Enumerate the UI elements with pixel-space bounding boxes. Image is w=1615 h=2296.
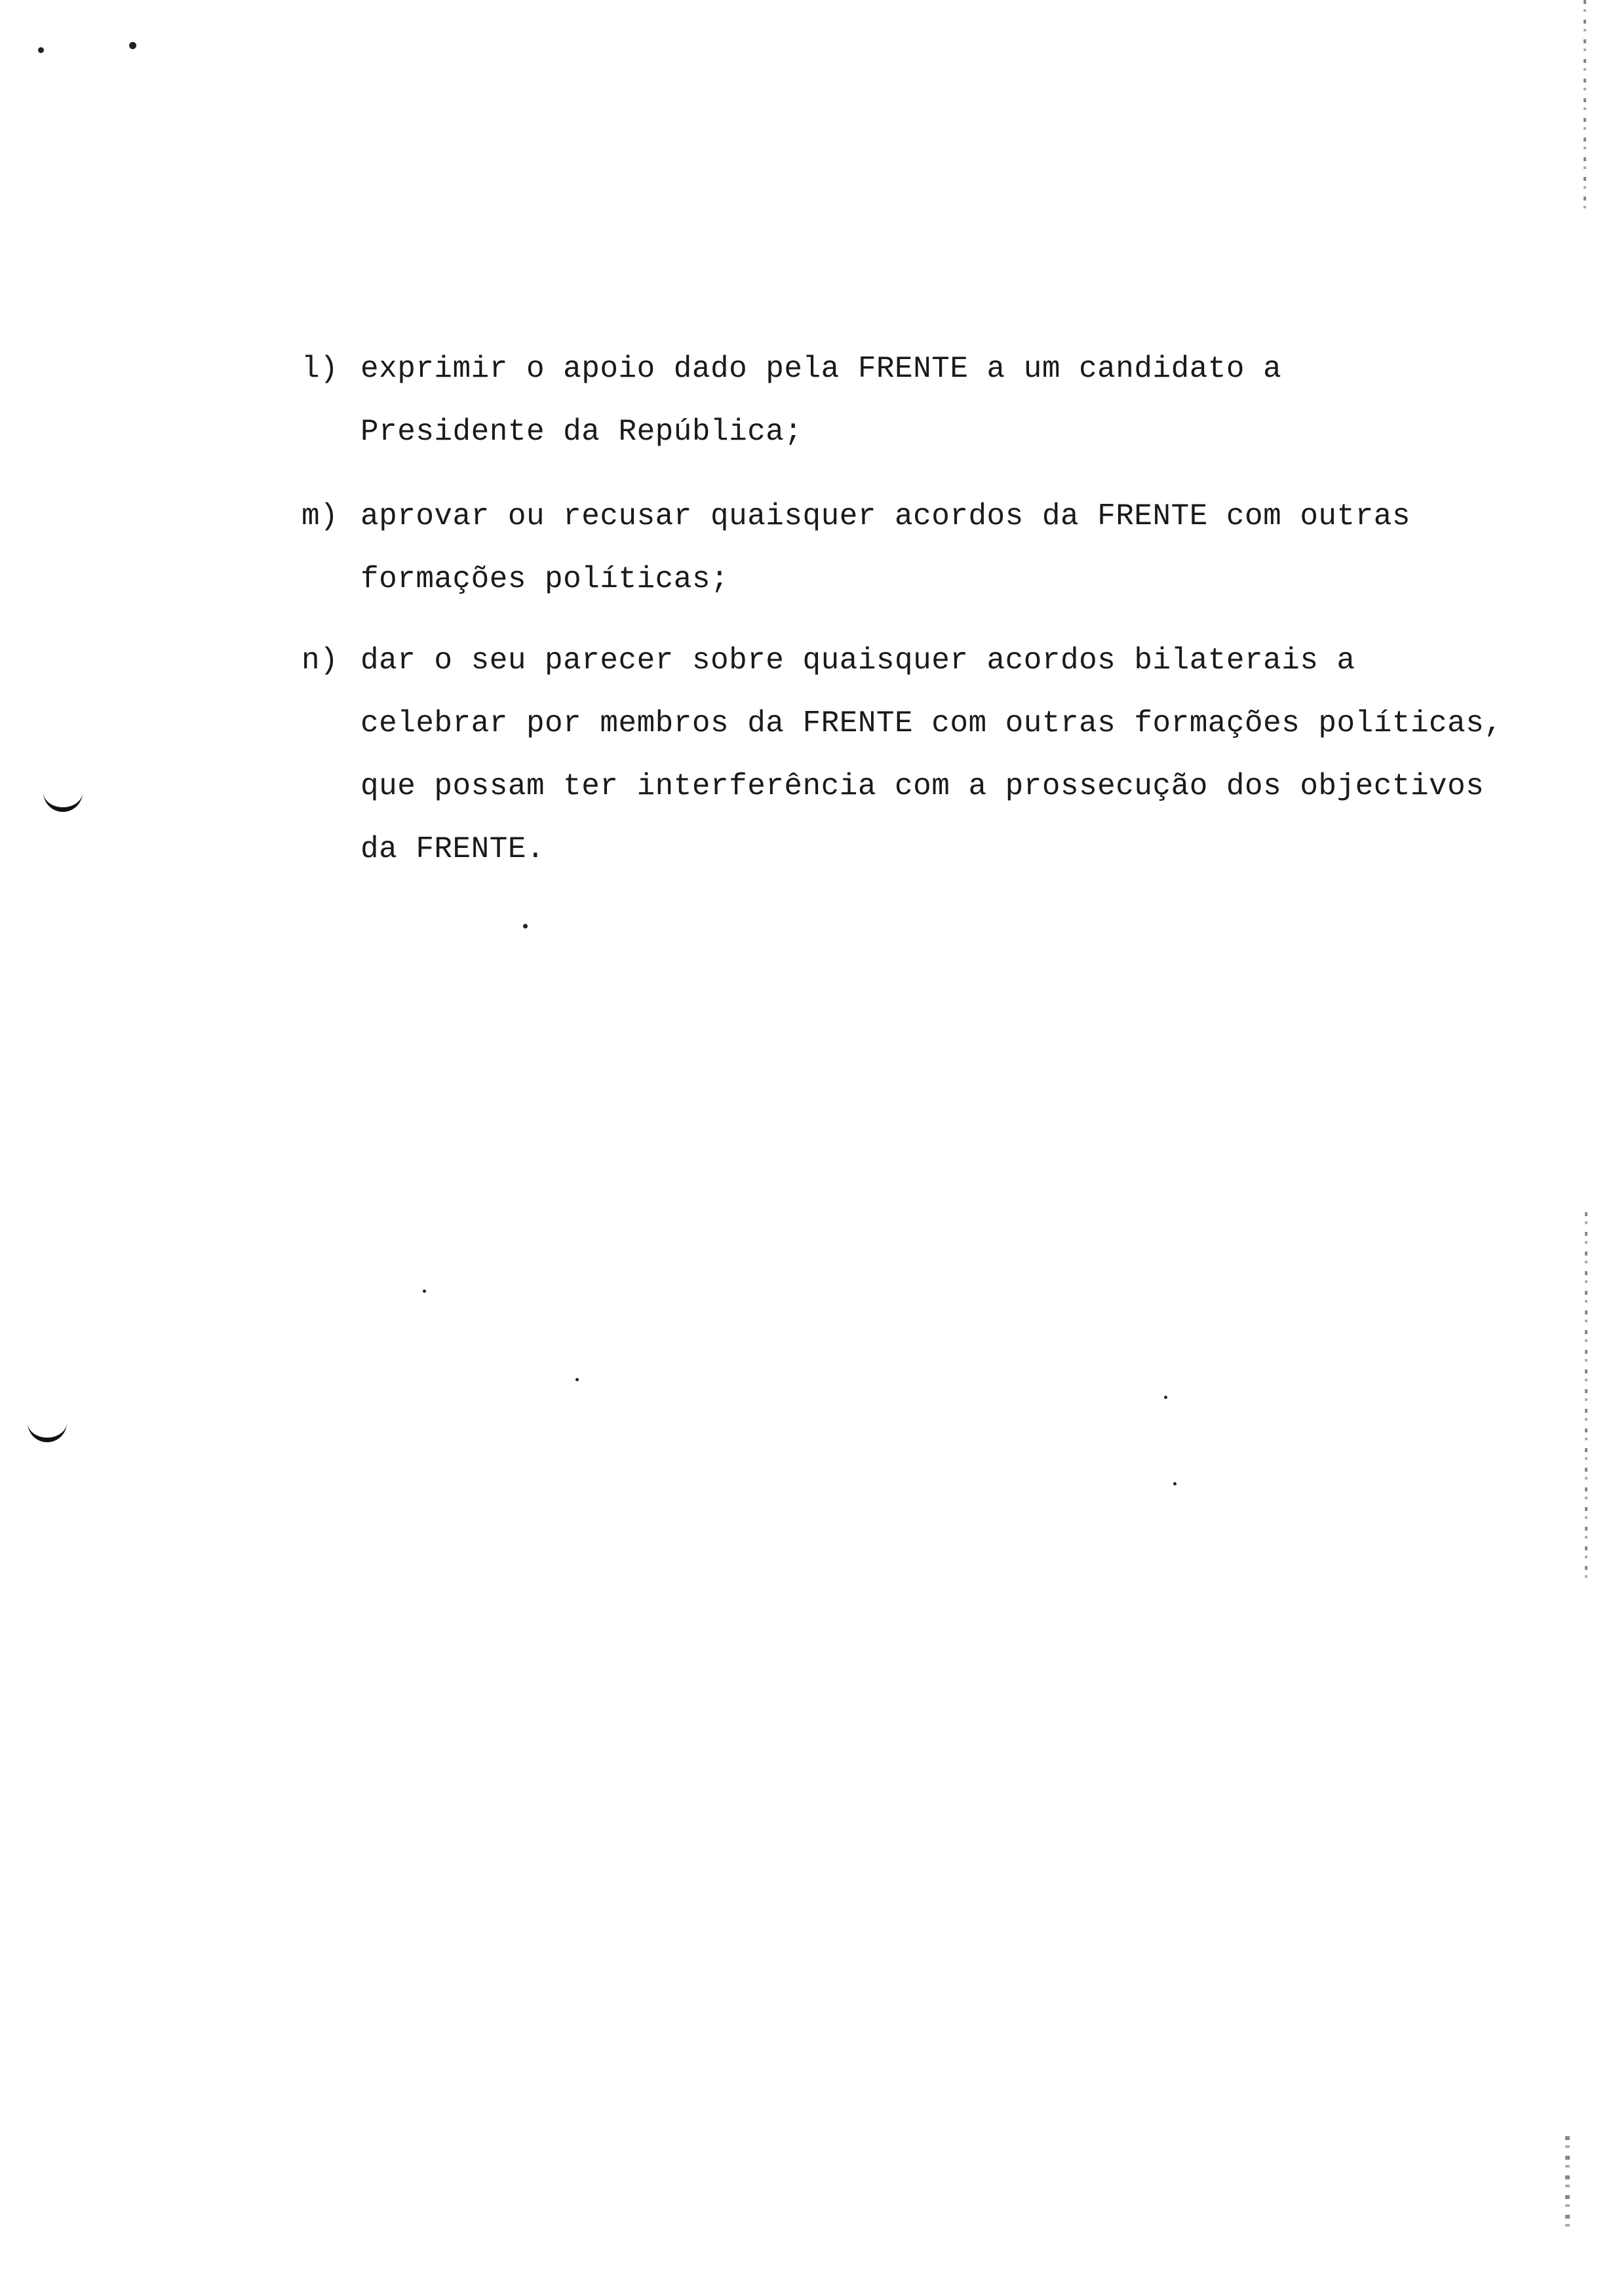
- list-marker: l): [302, 352, 339, 386]
- scan-speck: [1173, 1482, 1177, 1485]
- list-marker: n): [302, 643, 339, 678]
- scan-speck: [38, 47, 44, 53]
- item-text-line: celebrar por membros da FRENTE com outras formações políticas,: [360, 706, 1503, 740]
- scan-speck: [1164, 1396, 1167, 1399]
- item-text-line: que possam ter interferência com a prossecução dos objectivos: [360, 769, 1485, 803]
- list-item-n: [302, 629, 1502, 881]
- punch-hole-mark: [28, 1415, 67, 1442]
- scan-edge-streak: [1585, 1212, 1587, 1579]
- item-text-line: da FRENTE.: [360, 832, 545, 866]
- item-text-line: exprimir o apoio dado pela FRENTE a um candidato a: [360, 352, 1282, 386]
- scan-edge-streak: [1565, 2136, 1570, 2234]
- item-text-line: formações políticas;: [360, 562, 730, 596]
- scan-speck: [523, 924, 528, 928]
- item-text-line: aprovar ou recusar quaisquer acordos da FRENTE com outras: [360, 499, 1411, 533]
- list-item-l: [302, 337, 1281, 463]
- scan-speck: [129, 42, 136, 49]
- list-marker: m): [302, 499, 339, 533]
- list-item-m: [302, 485, 1411, 611]
- punch-hole-mark: [43, 785, 83, 812]
- scan-edge-streak: [1584, 0, 1586, 216]
- item-text-line: dar o seu parecer sobre quaisquer acordos bilaterais a: [360, 643, 1355, 678]
- scan-speck: [575, 1378, 579, 1381]
- scan-speck: [423, 1290, 426, 1293]
- item-text-line: Presidente da República;: [360, 415, 803, 449]
